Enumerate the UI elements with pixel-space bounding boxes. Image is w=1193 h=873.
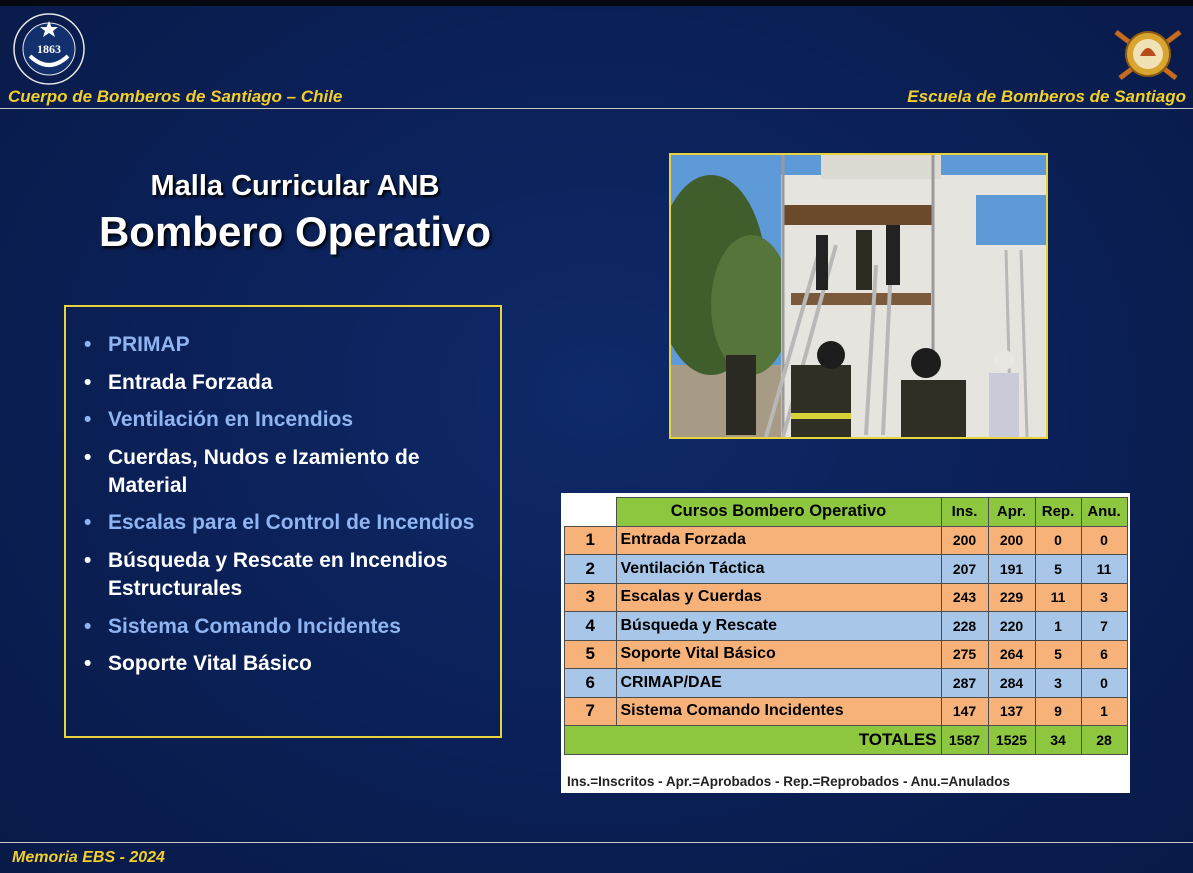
header-blank-cell	[565, 498, 617, 527]
list-item-text: Sistema Comando Incidentes	[108, 614, 401, 638]
row-rep: 5	[1035, 640, 1081, 669]
row-apr: 191	[988, 555, 1035, 584]
row-rep: 5	[1035, 555, 1081, 584]
header-course: Cursos Bombero Operativo	[616, 498, 941, 527]
header-ins: Ins.	[941, 498, 988, 527]
row-anu: 6	[1081, 640, 1127, 669]
row-anu: 1	[1081, 697, 1127, 726]
courses-table-panel	[561, 493, 1130, 793]
row-index: 1	[565, 526, 617, 555]
organization-name: Cuerpo de Bomberos de Santiago – Chile	[8, 87, 343, 106]
header-apr: Apr.	[988, 498, 1035, 527]
list-item-text: Búsqueda y Rescate en Incendios Estructurales	[108, 548, 448, 600]
table-legend: Ins.=Inscritos - Apr.=Aprobados - Rep.=Reprobados - Anu.=Anulados	[567, 774, 1011, 789]
list-item-text: Entrada Forzada	[108, 370, 273, 394]
fire-school-emblem-icon	[1110, 26, 1186, 82]
list-item	[84, 509, 484, 537]
row-rep: 0	[1035, 526, 1081, 555]
row-anu: 7	[1081, 612, 1127, 641]
row-apr: 137	[988, 697, 1035, 726]
row-anu: 0	[1081, 669, 1127, 698]
row-course: Búsqueda y Rescate	[616, 612, 941, 641]
row-ins: 207	[941, 555, 988, 584]
totals-anu: 28	[1081, 726, 1127, 755]
row-course: Escalas y Cuerdas	[616, 583, 941, 612]
table-row	[565, 555, 1128, 584]
row-course: Entrada Forzada	[616, 526, 941, 555]
table-row	[565, 526, 1128, 555]
row-apr: 200	[988, 526, 1035, 555]
table-row	[565, 640, 1128, 669]
list-item-text: Ventilación en Incendios	[108, 408, 354, 432]
row-ins: 243	[941, 583, 988, 612]
list-item-text: Cuerdas, Nudos e Izamiento de Material	[108, 445, 420, 497]
list-item-text: Soporte Vital Básico	[108, 652, 312, 676]
totals-rep: 34	[1035, 726, 1081, 755]
row-index: 6	[565, 669, 617, 698]
list-item	[84, 444, 484, 500]
table-header-row	[565, 498, 1128, 527]
row-anu: 11	[1081, 555, 1127, 584]
row-ins: 287	[941, 669, 988, 698]
totals-apr: 1525	[988, 726, 1035, 755]
row-ins: 200	[941, 526, 988, 555]
row-ins: 228	[941, 612, 988, 641]
row-index: 4	[565, 612, 617, 641]
list-item	[84, 547, 484, 603]
list-item	[84, 369, 484, 397]
logo-year: 1863	[37, 42, 61, 56]
row-apr: 264	[988, 640, 1035, 669]
row-course: Soporte Vital Básico	[616, 640, 941, 669]
row-index: 3	[565, 583, 617, 612]
table-row	[565, 583, 1128, 612]
table-row	[565, 669, 1128, 698]
training-photo	[669, 153, 1048, 439]
bullet: •	[84, 370, 92, 394]
totals-row	[565, 726, 1128, 755]
row-course: Ventilación Táctica	[616, 555, 941, 584]
row-anu: 0	[1081, 526, 1127, 555]
row-course: CRIMAP/DAE	[616, 669, 941, 698]
list-item	[84, 406, 484, 434]
row-ins: 275	[941, 640, 988, 669]
row-ins: 147	[941, 697, 988, 726]
firefighter-badge-icon	[12, 12, 86, 86]
row-course: Sistema Comando Incidentes	[616, 697, 941, 726]
row-rep: 11	[1035, 583, 1081, 612]
list-item-text: Escalas para el Control de Incendios	[108, 511, 475, 535]
footer-text: Memoria EBS - 2024	[12, 849, 165, 866]
school-name: Escuela de Bomberos de Santiago	[907, 87, 1186, 106]
row-index: 2	[565, 555, 617, 584]
row-index: 5	[565, 640, 617, 669]
row-apr: 284	[988, 669, 1035, 698]
bullet: •	[84, 511, 92, 535]
footer-divider	[0, 842, 1193, 843]
row-rep: 9	[1035, 697, 1081, 726]
totals-ins: 1587	[941, 726, 988, 755]
row-apr: 220	[988, 612, 1035, 641]
list-item	[84, 650, 484, 678]
totals-label: TOTALES	[565, 726, 942, 755]
bullet: •	[84, 408, 92, 432]
row-apr: 229	[988, 583, 1035, 612]
course-list-box	[64, 305, 502, 738]
bullet: •	[84, 652, 92, 676]
bullet: •	[84, 445, 92, 469]
row-rep: 3	[1035, 669, 1081, 698]
bullet: •	[84, 614, 92, 638]
list-item-text: PRIMAP	[108, 333, 190, 356]
row-anu: 3	[1081, 583, 1127, 612]
top-band	[0, 0, 1193, 6]
slide-title: Bombero Operativo	[98, 208, 492, 255]
row-index: 7	[565, 697, 617, 726]
row-rep: 1	[1035, 612, 1081, 641]
courses-table	[564, 497, 1128, 755]
list-item	[84, 613, 484, 641]
list-item	[84, 331, 484, 359]
header-divider	[0, 108, 1193, 109]
slide-subtitle: Malla Curricular ANB	[150, 170, 440, 202]
table-row	[565, 612, 1128, 641]
table-row	[565, 697, 1128, 726]
header-anu: Anu.	[1081, 498, 1127, 527]
header-rep: Rep.	[1035, 498, 1081, 527]
bullet: •	[84, 548, 92, 572]
bullet: •	[84, 333, 92, 356]
